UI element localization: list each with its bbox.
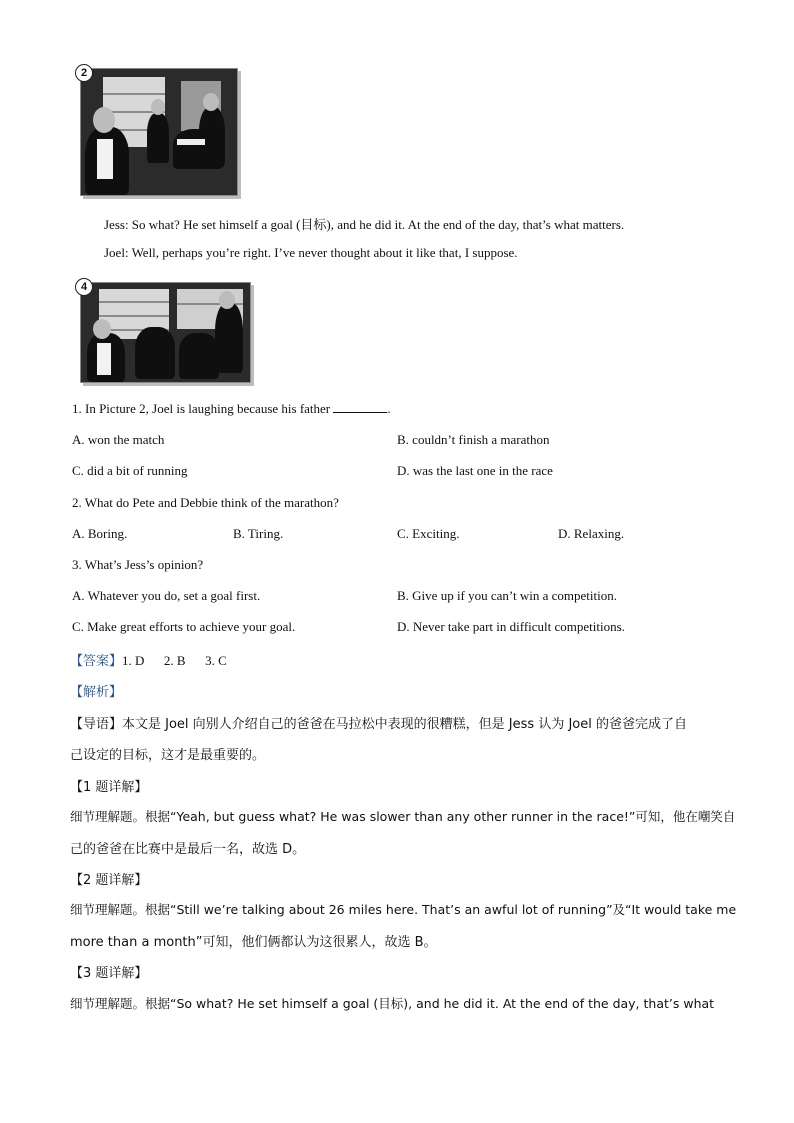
- detail-2-line-1: 细节理解题。根据“Still we’re talking about 26 miles here. That’s an awful lot of running”及“It would take me: [70, 902, 737, 917]
- question-2-stem: 2. What do Pete and Debbie think of the marathon?: [72, 495, 339, 510]
- picture-4-badge: 4: [75, 278, 93, 296]
- answer-blank: [333, 402, 387, 413]
- guide-line-2: 己设定的目标，这才是最重要的。: [70, 748, 266, 763]
- answer-label: 【答案】: [70, 654, 123, 669]
- guide-line-1: [70, 713, 687, 732]
- analysis-label: 【解析】: [70, 685, 123, 700]
- question-1-option-c: C. did a bit of running: [72, 463, 188, 478]
- dialogue-line-jess: Jess: So what? He set himself a goal (目标), and he did it. At the end of the day, that’s what matters.: [104, 217, 625, 232]
- detail-3-line-1: 细节理解题。根据“So what? He set himself a goal (目标), and he did it. At the end of the day, that’s what: [70, 996, 715, 1011]
- detail-2-line-2: more than a month”可知，他们俩都认为这很累人，故选 B。: [70, 935, 437, 950]
- detail-3-label: 【3 题详解】: [70, 966, 148, 981]
- question-1-option-b: B. couldn’t finish a marathon: [397, 432, 550, 447]
- answer-line: [70, 650, 227, 669]
- picture-4-photo: [80, 282, 251, 383]
- question-3-option-b: B. Give up if you can’t win a competition.: [397, 588, 617, 603]
- question-2-option-a: A. Boring.: [72, 526, 128, 541]
- answer-text: 1. D 2. B 3. C: [122, 653, 227, 668]
- question-3-option-c: C. Make great efforts to achieve your goal.: [72, 619, 296, 634]
- question-3-option-d: D. Never take part in difficult competitions.: [397, 619, 625, 634]
- guide-label: 【导语】: [70, 717, 123, 732]
- question-1-stem-text: 1. In Picture 2, Joel is laughing because his father: [72, 401, 331, 416]
- detail-1-line-2: 己的爸爸在比赛中是最后一名，故选 D。: [70, 842, 306, 857]
- question-1-option-a: A. won the match: [72, 432, 165, 447]
- picture-2-photo: [80, 68, 238, 196]
- question-3-option-a: A. Whatever you do, set a goal first.: [72, 588, 261, 603]
- question-1-option-d: D. was the last one in the race: [397, 463, 553, 478]
- detail-1-label: 【1 题详解】: [70, 780, 148, 795]
- dialogue-line-joel: Joel: Well, perhaps you’re right. I’ve never thought about it like that, I suppose.: [104, 245, 518, 260]
- question-1-stem-end: .: [387, 401, 391, 416]
- guide-text-1: 本文是 Joel 向别人介绍自己的爸爸在马拉松中表现的很糟糕，但是 Jess 认为 Joel 的爸爸完成了自: [122, 717, 687, 732]
- question-2-option-c: C. Exciting.: [397, 526, 460, 541]
- question-2-option-d: D. Relaxing.: [558, 526, 625, 541]
- question-2-option-b: B. Tiring.: [233, 526, 284, 541]
- detail-1-line-1: 细节理解题。根据“Yeah, but guess what? He was slower than any other runner in the race!”可知，他在嘲笑自: [70, 809, 736, 824]
- detail-2-label: 【2 题详解】: [70, 873, 148, 888]
- picture-2-badge: 2: [75, 64, 93, 82]
- question-3-stem: 3. What’s Jess’s opinion?: [72, 557, 204, 572]
- question-1-stem: [72, 401, 391, 417]
